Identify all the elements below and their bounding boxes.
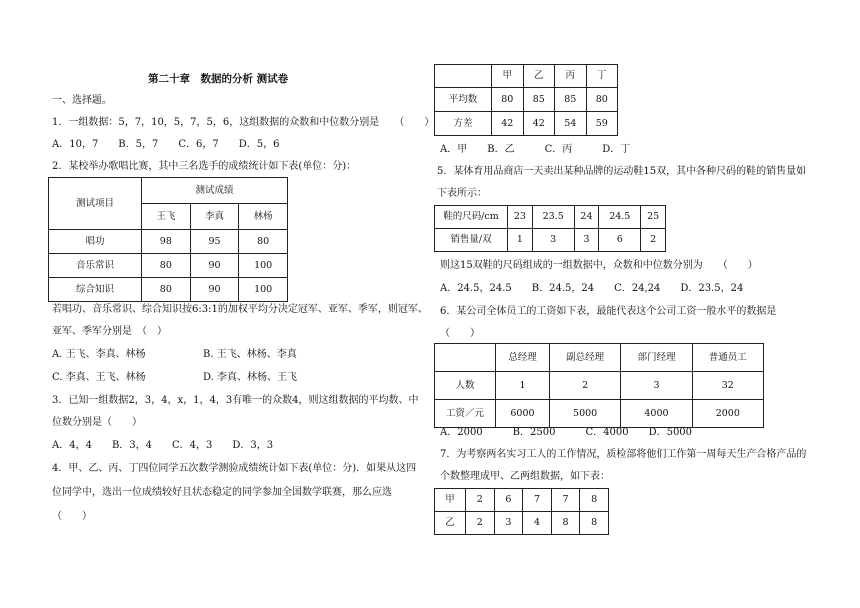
table-cell: 6000 [496,400,550,428]
table-cell: 8 [580,489,609,512]
table-header-cell: 李真 [190,204,239,230]
table-cell: 2 [549,372,620,400]
table-cell: 2000 [692,400,763,428]
table-cell: 85 [555,88,587,112]
q4-stats-table [434,64,618,136]
table-cell: 23.5 [532,206,574,229]
table-cell: 8 [551,512,580,535]
q5-text-line: 则这15双鞋的尺码组成的一组数据中，众数和中位数分别为 （ ） [440,260,758,271]
table-cell: 80 [586,88,618,112]
table-cell: 90 [190,254,239,278]
q6-text-line: （ ） [440,328,480,339]
q5-text-line: 下表所示： [437,188,487,199]
table-cell: 59 [586,112,618,136]
table-cell: 80 [142,254,191,278]
table-header-cell: 王飞 [142,204,191,230]
table-header-cell: 林杨 [239,204,288,230]
table-cell: 甲 [435,489,466,512]
table-cell: 音乐常识 [49,254,142,278]
table-header-cell: 普通员工 [692,344,763,372]
table-cell: 100 [239,278,288,302]
table-cell: 1 [496,372,550,400]
table-cell: 85 [523,88,555,112]
table-cell: 5000 [549,400,620,428]
table-header-cell: 副总经理 [549,344,620,372]
table-cell: 80 [239,230,288,254]
table-cell: 100 [239,254,288,278]
q7-text-line: 7．为考察两名实习工人的工作情况，质检部将他们工作第一周每天生产合格产品的 [440,449,807,460]
q1-stem: 1．一组数据：5，7，10，5，7，5，6，这组数据的众数和中位数分别是 （ ） [52,117,435,128]
table-cell: 方差 [435,112,492,136]
table-cell: 1 [508,229,533,252]
q3-options: A．4，4 B．3，4 C．4，3 D．3，3 [52,440,274,451]
table-cell: 2 [466,512,495,535]
table-header-cell: 部门经理 [621,344,692,372]
table-header-cell: 甲 [492,65,524,88]
q2-option: D. 李真、林杨、王飞 [203,372,298,383]
table-cell: 6 [494,489,523,512]
table-cell: 25 [641,206,666,229]
q6-salary-table [434,343,764,428]
q3-text-line: 3．已知一组数据2，3，4，x，1，4，3有唯一的众数4，则这组数据的平均数、中 [52,395,419,406]
table-cell: 23 [508,206,533,229]
table-cell: 42 [492,112,524,136]
table-header-cell: 乙 [523,65,555,88]
table-cell: 4000 [621,400,692,428]
table-header-cell: 总经理 [496,344,550,372]
table-header-cell: 测试成绩 [142,178,288,204]
table-cell: 90 [190,278,239,302]
table-cell: 42 [523,112,555,136]
table-cell: 24.5 [599,206,641,229]
q6-options: A．2000 B．2500 C．4000 D．5000 [440,427,693,438]
table-cell: 平均数 [435,88,492,112]
table-cell: 3 [494,512,523,535]
q2-stem: 2．某校举办歌唱比赛，其中三名选手的成绩统计如下表(单位：分)： [52,161,357,172]
table-cell: 7 [551,489,580,512]
q2-option: B. 王飞、林杨、李真 [203,349,297,360]
q1-options: A．10，7 B．5，7 C．6，7 D．5，6 [52,139,280,150]
table-cell: 3 [574,229,599,252]
q6-text-line: 6．某公司全体员工的工资如下表，最能代表这个公司工资一般水平的数据是 [440,306,777,317]
table-cell: 3 [532,229,574,252]
table-cell: 32 [692,372,763,400]
q7-text-line: 个数整理成甲、乙两组数据，如下表： [440,471,610,482]
table-cell: 工资／元 [435,400,496,428]
table-header-cell: 测试项目 [49,178,142,230]
q3-text-line: 位数分别是（ ） [52,417,142,428]
table-cell: 4 [523,512,552,535]
q5-text-line: 5．某体育用品商店一天卖出某种品牌的运动鞋15双，其中各种尺码的鞋的销售量如 [437,166,807,177]
table-cell: 98 [142,230,191,254]
q4-text-line: （ ） [52,511,92,522]
q5-shoe-table [434,205,666,252]
table-cell: 2 [466,489,495,512]
table-cell: 80 [492,88,524,112]
q4-options: A．甲 B．乙 C．丙 D．丁 [440,144,631,155]
table-cell: 3 [621,372,692,400]
table-cell: 唱功 [49,230,142,254]
q7-output-table [434,488,609,535]
q5-options: A．24.5，24.5 B．24.5，24 C．24,24 D．23.5，24 [440,283,744,294]
q2-option: A. 王飞、李真、林杨 [52,349,146,360]
table-cell: 8 [580,512,609,535]
q2-option: C. 李真、王飞、林杨 [52,372,146,383]
table-header-cell [435,65,492,88]
table-cell: 鞋的尺码/cm [435,206,508,229]
table-header-cell [435,344,496,372]
table-cell: 综合知识 [49,278,142,302]
table-cell: 7 [523,489,552,512]
q4-text-line: 位同学中，选出一位成绩较好且状态稳定的同学参加全国数学联赛，那么应选 [52,487,392,498]
table-cell: 6 [599,229,641,252]
table-cell: 24 [574,206,599,229]
table-cell: 2 [641,229,666,252]
table-cell: 80 [142,278,191,302]
table-cell: 54 [555,112,587,136]
table-header-cell: 丙 [555,65,587,88]
page-title: 第二十章 数据的分析 测试卷 [148,73,289,85]
q2-text-line: 若唱功、音乐常识、综合知识按6:3:1的加权平均分决定冠军、亚军、季军，则冠军、 [52,304,428,315]
section-heading: 一、选择题。 [52,95,112,106]
q2-score-table [48,177,288,302]
table-cell: 95 [190,230,239,254]
q2-text-line: 亚军、季军分别是 （ ） [52,326,167,337]
q4-text-line: 4．甲、乙、丙、丁四位同学五次数学测验成绩统计如下表(单位：分)．如果从这四 [52,463,417,474]
table-cell: 销售量/双 [435,229,508,252]
table-cell: 乙 [435,512,466,535]
table-header-cell: 丁 [586,65,618,88]
table-cell: 人数 [435,372,496,400]
